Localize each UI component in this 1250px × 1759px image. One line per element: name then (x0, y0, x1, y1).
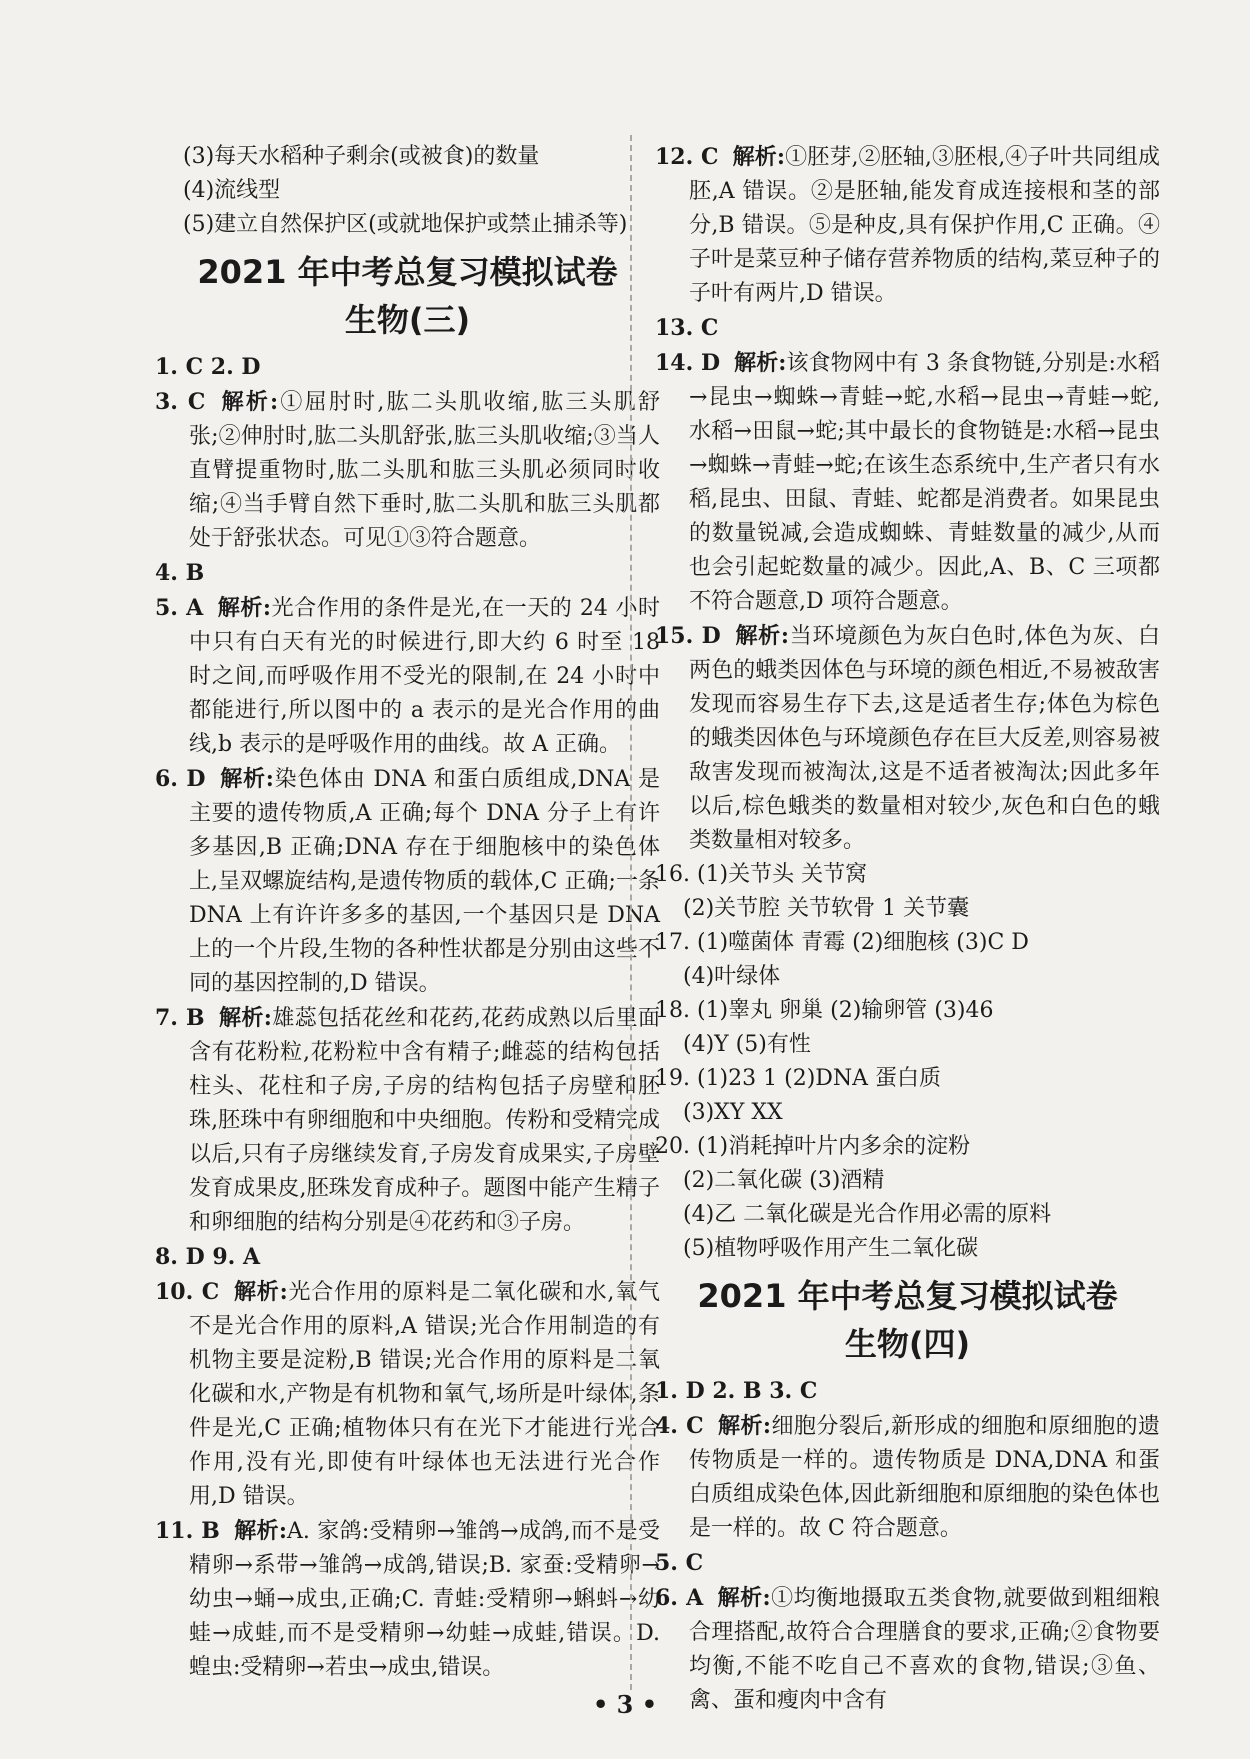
analysis-label: 解析: (734, 350, 787, 376)
answer-15-text: 当环境颜色为灰白色时,体色为灰、白两色的蛾类因体色与环境的颜色相近,不易被敌害发现而容易生存下去,这是适者生存;体色为棕色的蛾类因体色与环境颜色存在巨大反差,则容易被敌害发现而被淘汰,这是不适者被淘汰;因此多年以后,棕色蛾类的数量相对较少,灰色和白色的蛾类数量相对较多。 (689, 624, 1161, 853)
intro-line-5: (5)建立自然保护区(或就地保护或禁止捕杀等) (183, 212, 628, 237)
answer-14-text: 该食物网中有 3 条食物链,分别是:水稻→昆虫→蜘蛛→青蛙→蛇,水稻→昆虫→青蛙→蛇,水稻→田鼠→蛇;其中最长的食物链是:水稻→昆虫→蜘蛛→青蛙→蛇;在该生态系统中,生产者只有水稻,昆虫、田鼠、青蛙、蛇都是消费者。如果昆虫的数量锐减,会造成蜘蛛、青蛙数量的减少,从而也会引起蛇数量的减少。因此,A、B、C 三项都不符合题意,D 项符合题意。 (689, 351, 1161, 614)
exam4-answer-6-text: ①均衡地摄取五类食物,就要做到粗细粮合理搭配,故符合合理膳食的要求,正确;②食物要均衡,不能不吃自己不喜欢的食物,错误;③鱼、禽、蛋和瘦肉中含有 (689, 1586, 1161, 1713)
analysis-label: 解析: (732, 144, 786, 170)
answer-15-number: 15. D (655, 623, 721, 649)
analysis-label: 解析: (219, 766, 274, 792)
exam4-answer-5-text: 5. C (655, 1550, 704, 1576)
answer-18-line1: 18. (1)睾丸 卵巢 (2)输卵管 (3)46 (655, 998, 994, 1023)
answer-3-number: 3. C (155, 389, 206, 415)
exam4-answer-5 (655, 1546, 1160, 1581)
analysis-label: 解析: (734, 623, 789, 649)
answer-18-line2: (4)Y (5)有性 (683, 1032, 811, 1057)
answer-14 (655, 346, 1160, 619)
intro-line-4: (4)流线型 (183, 178, 281, 203)
exam4-title-line2: 生物(四) (844, 1325, 971, 1363)
answer-10 (155, 1275, 660, 1514)
analysis-label: 解析: (218, 1005, 272, 1031)
answer-13 (655, 311, 1160, 346)
answer-20-line4: (5)植物呼吸作用产生二氧化碳 (683, 1236, 979, 1261)
answer-17-line1: 17. (1)噬菌体 青霉 (2)细胞核 (3)C D (655, 930, 1029, 955)
answer-14-number: 14. D (655, 350, 721, 376)
exam4-title (655, 1272, 1160, 1368)
answer-17-line2: (4)叶绿体 (683, 964, 781, 989)
answer-8-9 (155, 1240, 660, 1275)
answer-5-text: 光合作用的条件是光,在一天的 24 小时中只有白天有光的时候进行,即大约 6 时至 18 时之间,而呼吸作用不受光的限制,在 24 小时中都能进行,所以图中的 a 表示的是光合作用的曲线,b 表示的是呼吸作用的曲线。故 A 正确。 (189, 596, 660, 757)
answer-16-line2: (2)关节腔 关节软骨 1 关节囊 (683, 896, 970, 921)
answer-15 (655, 619, 1160, 858)
exam3-title (155, 248, 660, 344)
analysis-label: 解析: (717, 1413, 772, 1439)
analysis-label: 解析: (233, 1279, 288, 1305)
answer-11-number: 11. B (155, 1518, 220, 1544)
right-column (655, 140, 1160, 1718)
analysis-label: 解析: (233, 1518, 288, 1544)
answer-20-line1: 20. (1)消耗掉叶片内多余的淀粉 (655, 1134, 971, 1159)
answer-10-number: 10. C (155, 1279, 220, 1305)
answer-6-number: 6. D (155, 766, 206, 792)
answer-8-9-text: 8. D 9. A (155, 1244, 261, 1270)
answer-20-line3: (4)乙 二氧化碳是光合作用必需的原料 (683, 1202, 1052, 1227)
analysis-label: 解析: (217, 595, 272, 621)
exam4-title-line1: 2021 年中考总复习模拟试卷 (697, 1277, 1118, 1315)
answer-1-2-text: 1. C 2. D (155, 354, 261, 380)
answer-7-text: 雄蕊包括花丝和花药,花药成熟以后里面含有花粉粒,花粉粒中含有精子;雌蕊的结构包括柱头、花柱和子房,子房的结构包括子房壁和胚珠,胚珠中有卵细胞和中央细胞。传粉和受精完成以后,只有子房继续发育,子房发育成果实,子房壁发育成果皮,胚珠发育成种子。题图中能产生精子和卵细胞的结构分别是④花药和③子房。 (189, 1006, 661, 1235)
exam4-answer-6-number: 6. A (655, 1585, 704, 1611)
answer-19-line2: (3)XY XX (683, 1100, 783, 1125)
exam4-answer-1-3 (655, 1374, 1160, 1409)
answer-16-line1: 16. (1)关节头 关节窝 (655, 862, 868, 887)
answer-12-text: ①胚芽,②胚轴,③胚根,④子叶共同组成胚,A 错误。②是胚轴,能发育成连接根和茎的部分,B 错误。⑤是种皮,具有保护作用,C 正确。④子叶是菜豆种子储存营养物质的结构,菜豆种子的子叶有两片,D 错误。 (689, 145, 1161, 306)
exam4-answer-4-text: 细胞分裂后,新形成的细胞和原细胞的遗传物质是一样的。遗传物质是 DNA,DNA 和蛋白质组成染色体,因此新细胞和原细胞的染色体也是一样的。故 C 符合题意。 (689, 1414, 1161, 1541)
answer-5-number: 5. A (155, 595, 204, 621)
intro-line-3: (3)每天水稻种子剩余(或被食)的数量 (183, 144, 540, 169)
exam3-title-line2: 生物(三) (344, 301, 471, 339)
answer-10-text: 光合作用的原料是二氧化碳和水,氧气不是光合作用的原料,A 错误;光合作用制造的有机物主要是淀粉,B 错误;光合作用的原料是二氧化碳和水,产物是有机物和氧气,场所是叶绿体,条件是光,C 正确;植物体只有在光下才能进行光合作用,没有光,即使有叶绿体也无法进行光合作用,D 错误。 (189, 1280, 660, 1509)
exam4-answer-1-3-text: 1. D 2. B 3. C (655, 1378, 818, 1404)
answer-11-text: A. 家鸽:受精卵→雏鸽→成鸽,而不是受精卵→系带→雏鸽→成鸽,错误;B. 家蚕:受精卵→幼虫→蛹→成虫,正确;C. 青蛙:受精卵→蝌蚪→幼蛙→成蛙,而不是受精卵→幼蛙→成蛙,错误。D. 蝗虫:受精卵→若虫→成虫,错误。 (189, 1519, 660, 1680)
answer-11 (155, 1514, 660, 1685)
answer-7 (155, 1001, 660, 1240)
column-divider (630, 135, 632, 1690)
answer-20-line2: (2)二氧化碳 (3)酒精 (683, 1168, 885, 1193)
page-number: • 3 • (592, 1690, 658, 1719)
answer-12 (655, 140, 1160, 311)
answer-7-number: 7. B (155, 1005, 205, 1031)
analysis-label: 解析: (717, 1585, 771, 1611)
left-column (155, 140, 660, 1685)
answer-1-2 (155, 350, 660, 385)
answer-3-text: ①屈肘时,肱二头肌收缩,肱三头肌舒张;②伸肘时,肱二头肌舒张,肱三头肌收缩;③当人直臂提重物时,肱二头肌和肱三头肌必须同时收缩;④当手臂自然下垂时,肱二头肌和肱三头肌都处于舒张状态。可见①③符合题意。 (189, 390, 661, 551)
analysis-label: 解析: (219, 389, 279, 415)
answer-3 (155, 385, 660, 556)
answer-4 (155, 556, 660, 591)
exam3-title-line1: 2021 年中考总复习模拟试卷 (197, 253, 618, 291)
answer-12-number: 12. C (655, 144, 719, 170)
answer-6 (155, 762, 660, 1001)
answer-19-line1: 19. (1)23 1 (2)DNA 蛋白质 (655, 1066, 942, 1091)
answer-6-text: 染色体由 DNA 和蛋白质组成,DNA 是主要的遗传物质,A 正确;每个 DNA 分子上有许多基因,B 正确;DNA 存在于细胞核中的染色体上,呈双螺旋结构,是遗传物质的载体,C 正确;一条 DNA 上有许许多多的基因,一个基因只是 DNA 上的一个片段,生物的各种性状都是分别由这些不同的基因控制的,D 错误。 (189, 767, 660, 996)
answer-13-text: 13. C (655, 315, 719, 341)
exam4-answer-4-number: 4. C (655, 1413, 704, 1439)
answer-5 (155, 591, 660, 762)
answer-4-text: 4. B (155, 560, 205, 586)
exam4-answer-4 (655, 1409, 1160, 1546)
